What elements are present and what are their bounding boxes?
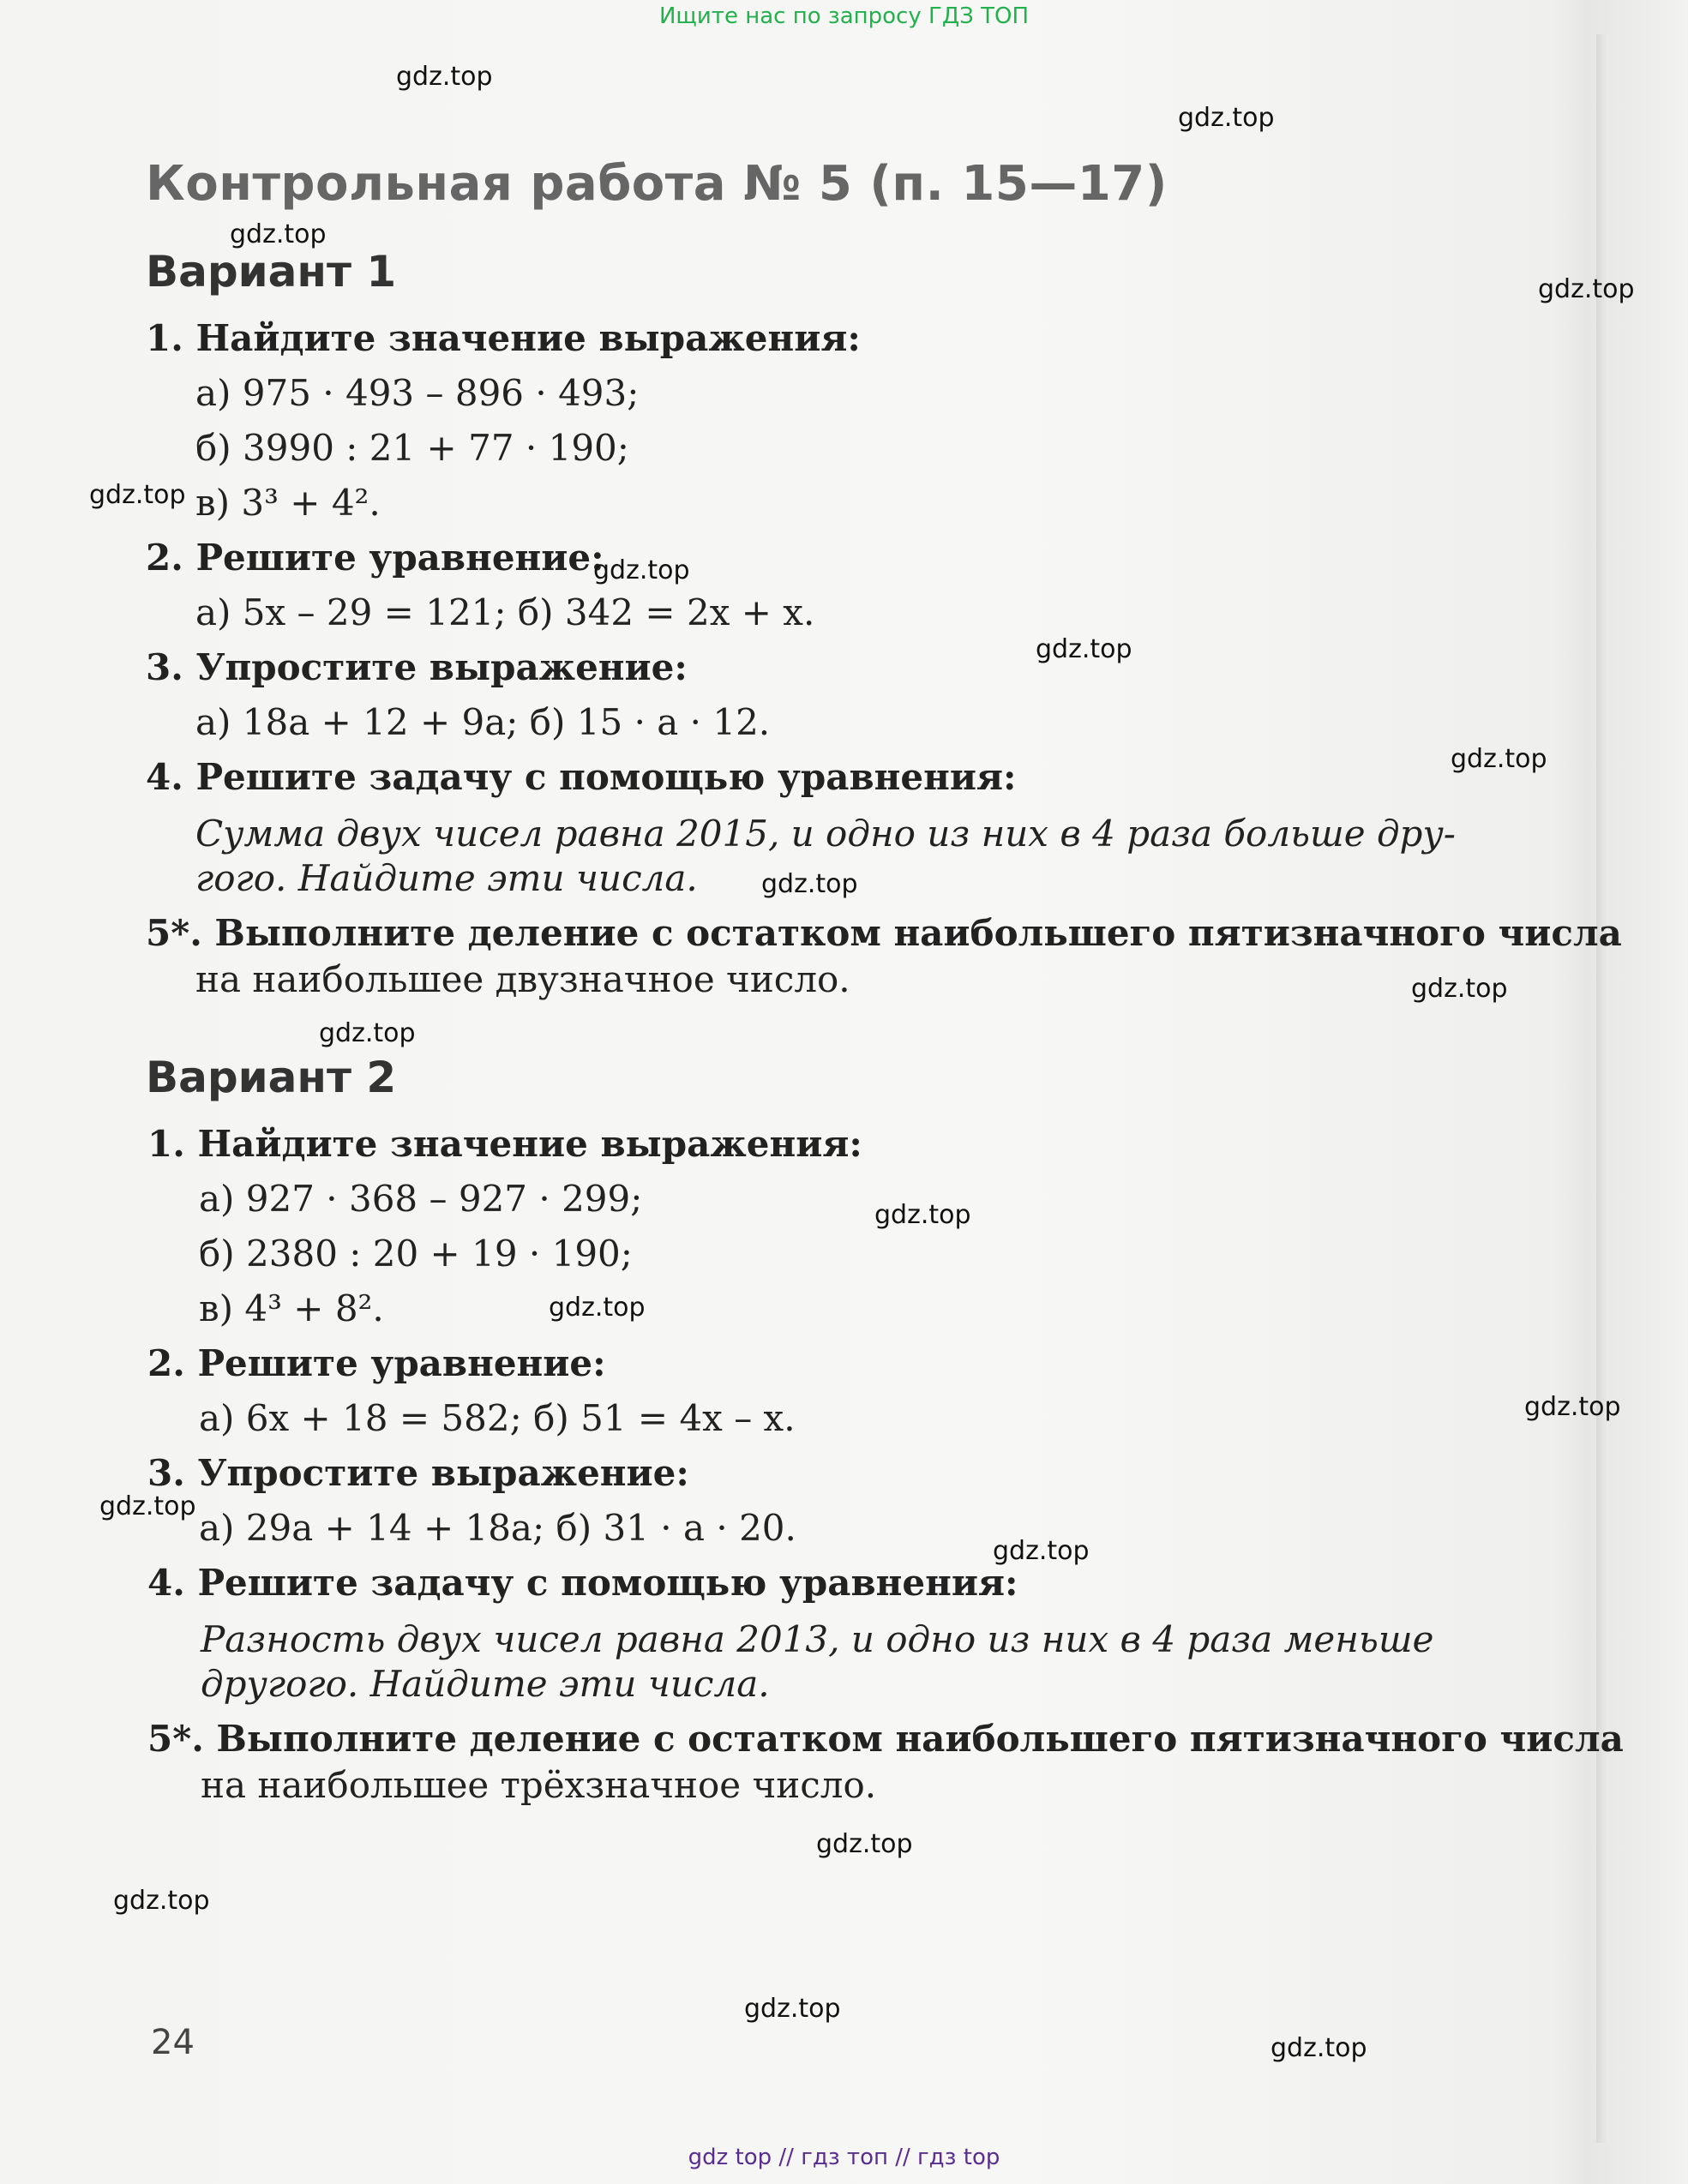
watermark: gdz.top xyxy=(1411,974,1508,1004)
top-banner[interactable]: Ищите нас по запросу ГДЗ ТОП xyxy=(658,3,1030,29)
v1-task-1a: а) 975 · 493 – 896 · 493; xyxy=(195,372,640,414)
v1-task-2: 2. Решите уравнение: xyxy=(146,537,604,579)
v2-task-1b: б) 2380 : 20 + 19 · 190; xyxy=(199,1233,633,1275)
watermark: gdz.top xyxy=(113,1886,210,1916)
v1-task-2-equations: а) 5x – 29 = 121; б) 342 = 2x + x. xyxy=(195,591,815,633)
page-number: 24 xyxy=(151,2023,195,2062)
variant-1-heading: Вариант 1 xyxy=(146,247,397,297)
v2-task-4-problem-line2: другого. Найдите эти числа. xyxy=(201,1663,770,1705)
v2-task-3: 3. Упростите выражение: xyxy=(147,1452,689,1494)
v2-task-4-problem-line1: Разность двух чисел равна 2013, и одно из них в 4 раза меньше xyxy=(201,1618,1434,1660)
v2-task-3-expressions: а) 29a + 14 + 18a; б) 31 · a · 20. xyxy=(199,1507,796,1549)
v1-task-3: 3. Упростите выражение: xyxy=(146,646,688,688)
v1-task-1b: б) 3990 : 21 + 77 · 190; xyxy=(195,427,629,469)
v1-task-4: 4. Решите задачу с помощью уравнения: xyxy=(146,756,1017,798)
v2-task-1a: а) 927 · 368 – 927 · 299; xyxy=(199,1178,643,1220)
v2-task-2-equations: а) 6x + 18 = 582; б) 51 = 4x – x. xyxy=(199,1397,796,1439)
v1-task-5: 5*. Выполните деление с остатком наибольшего пятизначного числа xyxy=(146,912,1622,954)
v2-task-5-line2: на наибольшее трёхзначное число. xyxy=(201,1764,877,1806)
watermark: gdz.top xyxy=(89,480,186,510)
v1-task-1: 1. Найдите значение выражения: xyxy=(146,317,861,359)
watermark: gdz.top xyxy=(230,219,327,249)
watermark: gdz.top xyxy=(593,555,690,585)
page-title: Контрольная работа № 5 (п. 15—17) xyxy=(146,156,1168,212)
watermark: gdz.top xyxy=(1271,2033,1367,2063)
v1-task-4-problem-line1: Сумма двух чисел равна 2015, и одно из них в 4 раза больше дру- xyxy=(195,813,1456,855)
watermark: gdz.top xyxy=(761,869,858,899)
v2-task-2: 2. Решите уравнение: xyxy=(147,1342,606,1384)
watermark: gdz.top xyxy=(1451,744,1547,774)
v2-task-5: 5*. Выполните деление с остатком наибольшего пятизначного числа xyxy=(147,1718,1624,1760)
watermark: gdz.top xyxy=(816,1829,913,1859)
watermark: gdz.top xyxy=(993,1536,1090,1566)
watermark: gdz.top xyxy=(1178,103,1275,133)
watermark: gdz.top xyxy=(874,1200,971,1230)
variant-2-heading: Вариант 2 xyxy=(146,1053,397,1102)
page-edge-shadow xyxy=(1596,34,1608,2143)
watermark: gdz.top xyxy=(744,1994,841,2024)
v1-task-5-line2: на наибольшее двузначное число. xyxy=(195,958,850,1000)
watermark: gdz.top xyxy=(319,1018,416,1048)
watermark: gdz.top xyxy=(1036,634,1132,664)
watermark: gdz.top xyxy=(396,62,493,92)
bleed-through-text xyxy=(840,154,1457,813)
footer-links[interactable]: gdz top // гдз топ // гдз top xyxy=(688,2145,1000,2170)
watermark: gdz.top xyxy=(549,1293,646,1323)
watermark: gdz.top xyxy=(99,1491,196,1521)
watermark: gdz.top xyxy=(1538,274,1635,304)
v2-task-1: 1. Найдите значение выражения: xyxy=(147,1123,862,1165)
v1-task-3-expressions: а) 18a + 12 + 9a; б) 15 · a · 12. xyxy=(195,701,771,743)
v1-task-4-problem-line2: гого. Найдите эти числа. xyxy=(195,857,698,899)
v2-task-4: 4. Решите задачу с помощью уравнения: xyxy=(147,1562,1018,1604)
watermark: gdz.top xyxy=(1524,1392,1621,1422)
v2-task-1c: в) 4³ + 8². xyxy=(199,1287,384,1329)
v1-task-1c: в) 3³ + 4². xyxy=(195,482,381,524)
